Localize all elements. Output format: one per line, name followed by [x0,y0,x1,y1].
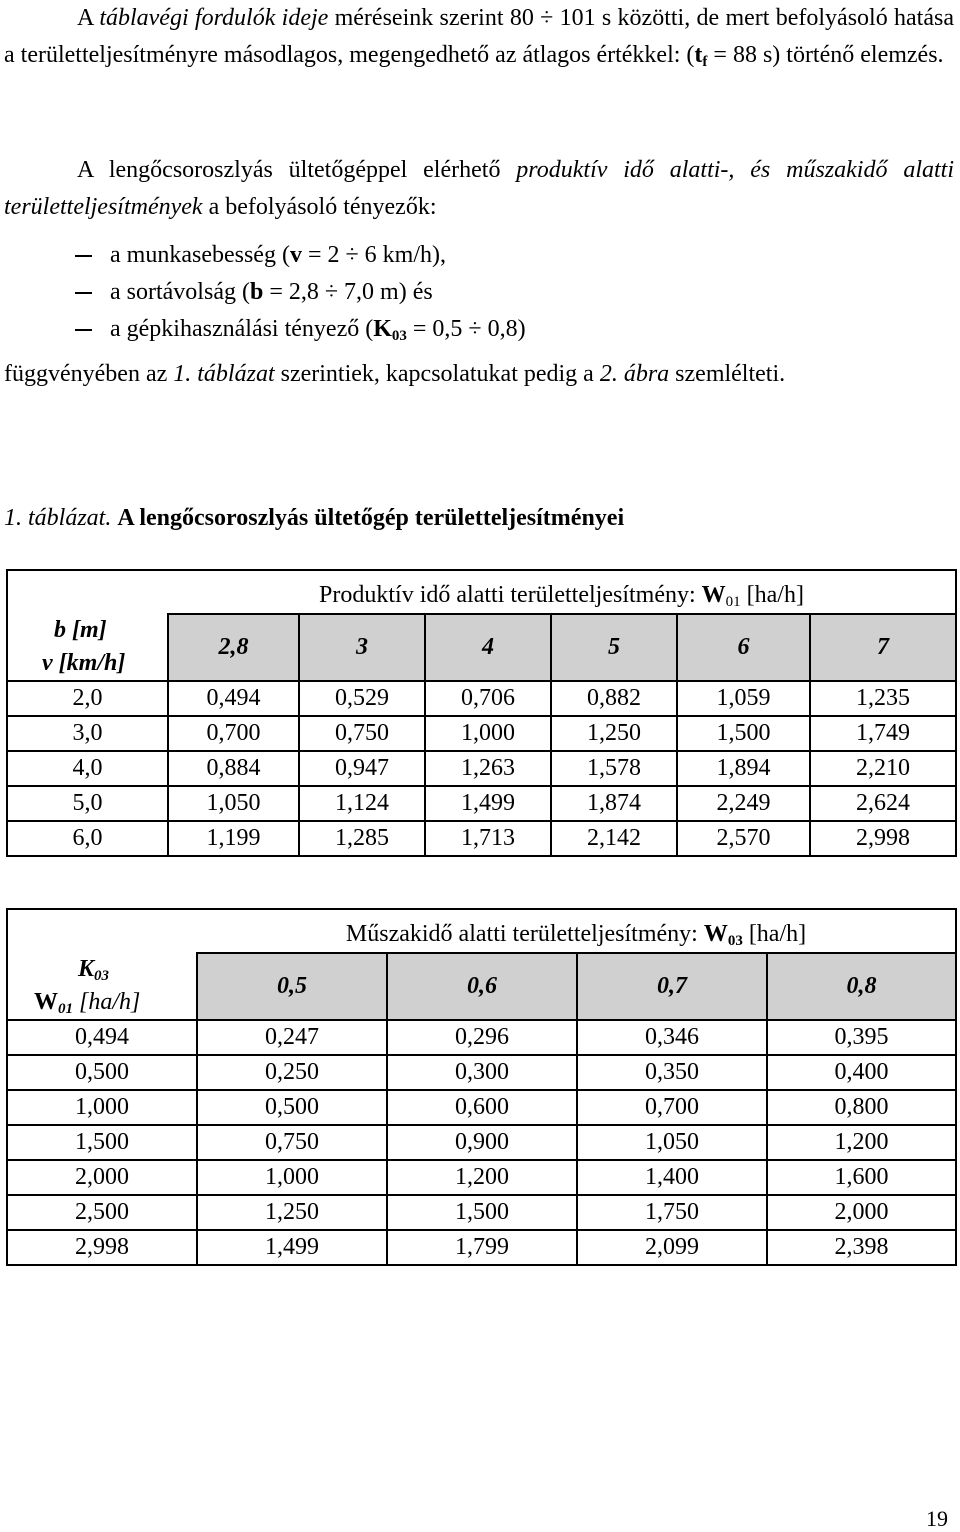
table-row [7,1195,956,1230]
table-cell: 1,263 [425,751,551,786]
para3-text-c: szemlélteti. [669,361,786,387]
table-row [7,751,956,786]
intro-term: táblavégi fordulók ideje [99,5,329,31]
para2-text-b: a befolyásoló tényezők: [202,194,437,220]
table-cell: 0,529 [299,681,425,716]
row-header-cell: 6,0 [7,821,168,856]
bullet-variable: b [249,279,264,305]
table-cell: 1,200 [767,1125,956,1160]
column-header: 0,8 [767,953,956,1020]
table-cell: 2,000 [767,1195,956,1230]
table-cell: 1,749 [810,716,956,751]
table-cell: 0,350 [577,1055,767,1090]
para2-text-a: A lengőcsoroszlyás ültetőgéppel elérhető [77,157,517,183]
column-header: 3 [299,614,425,681]
table-cell: 1,750 [577,1195,767,1230]
table-caption [4,500,624,537]
table-cell: 0,500 [197,1090,387,1125]
table-cell: 1,250 [551,716,677,751]
table-cell: 2,249 [677,786,810,821]
factors-paragraph [4,152,954,226]
table-title [197,909,956,953]
reference-paragraph [4,356,954,393]
table-cell: 0,400 [767,1055,956,1090]
label-variable: W [34,989,58,1015]
table-cell: 0,395 [767,1020,956,1055]
intro-text-a: A [77,5,100,31]
row-header-cell: 1,000 [7,1090,197,1125]
row-label-v: v [km/h] [7,647,168,681]
column-header: 5 [551,614,677,681]
table-row [7,1230,956,1265]
column-header: 4 [425,614,551,681]
title-unit: [ha/h] [740,581,804,608]
table-cell: 2,398 [767,1230,956,1265]
table-cell: 1,600 [767,1160,956,1195]
table-cell: 0,947 [299,751,425,786]
table-cell: 2,142 [551,821,677,856]
column-header: 0,5 [197,953,387,1020]
table-cell: 1,124 [299,786,425,821]
table-cell: 2,210 [810,751,956,786]
row-header-cell: 2,000 [7,1160,197,1195]
table-cell: 1,285 [299,821,425,856]
table-cell: 1,713 [425,821,551,856]
table-cell: 0,884 [168,751,299,786]
title-text: Műszakidő alatti területteljesítmény: [345,920,704,947]
table-cell: 0,700 [577,1090,767,1125]
dash-bullet-icon [75,255,92,257]
figure-reference: 2. ábra [599,361,670,387]
table-cell: 1,499 [425,786,551,821]
table-cell: 1,894 [677,751,810,786]
row-label-w [7,986,197,1020]
title-variable: W [701,581,726,608]
column-header: 2,8 [168,614,299,681]
table-cell: 0,900 [387,1125,577,1160]
column-header: 0,6 [387,953,577,1020]
title-unit: [ha/h] [742,920,807,947]
table-row [7,1055,956,1090]
table-cell: 1,000 [197,1160,387,1195]
bullet-range: = 0,5 ÷ 0,8) [406,316,526,342]
row-header-cell: 4,0 [7,751,168,786]
table-row [7,786,956,821]
intro-paragraph [4,0,954,74]
dash-bullet-icon [75,329,92,331]
intro-text-c: = 88 s) történő elemzés. [707,42,944,68]
table-row [7,1090,956,1125]
column-header: 7 [810,614,956,681]
row-header-cell: 2,500 [7,1195,197,1230]
table-row [7,1125,956,1160]
label-subscript: 03 [94,968,110,984]
label-unit: [ha/h] [73,989,141,1015]
table-reference: 1. táblázat [173,361,275,387]
table-row [7,716,956,751]
table-cell: 1,499 [197,1230,387,1265]
table-row [7,1020,956,1055]
row-label-b: b [m] [7,614,168,647]
table-cell: 1,250 [197,1195,387,1230]
title-variable: W [703,920,728,947]
table-cell: 1,235 [810,681,956,716]
table-cell: 0,882 [551,681,677,716]
table-row [7,681,956,716]
table-cell: 1,874 [551,786,677,821]
table-cell: 0,600 [387,1090,577,1125]
table-cell: 0,296 [387,1020,577,1055]
bullet-variable: K [373,316,392,342]
title-text: Produktív idő alatti területteljesítmény: [319,581,702,608]
para3-text-a: függvényében az [4,361,174,387]
list-item [0,274,526,311]
table-cell: 1,799 [387,1230,577,1265]
table-cell: 1,500 [387,1195,577,1230]
table-corner [7,909,197,953]
row-header-cell: 0,500 [7,1055,197,1090]
table-corner [7,570,168,614]
table-cell: 0,800 [767,1090,956,1125]
table-cell: 0,346 [577,1020,767,1055]
table-cell: 1,400 [577,1160,767,1195]
table-cell: 0,750 [197,1125,387,1160]
productive-performance-table [6,569,957,857]
table-cell: 1,578 [551,751,677,786]
para2-term: produktív idő alatti-, és műszakidő alatti területteljesítmények [4,157,954,220]
table-cell: 0,300 [387,1055,577,1090]
table-cell: 0,250 [197,1055,387,1090]
title-subscript: 03 [727,932,743,949]
bullet-text: a munkasebesség ( [110,242,290,268]
table-cell: 0,494 [168,681,299,716]
tf-subscript: f [702,54,708,70]
row-header-cell: 2,998 [7,1230,197,1265]
caption-number: 1. táblázat. [4,505,112,531]
intro-text-b: méréseink szerint 80 ÷ 101 s közötti, de mert befolyásoló hatása a területteljesítményre másodlagos, megengedhető az átlagos értékkel: ( [4,5,954,68]
table-row [7,1160,956,1195]
bullet-subscript: 03 [391,328,407,344]
table-cell: 2,624 [810,786,956,821]
list-item [0,311,526,348]
row-label-k [7,953,197,986]
table-row [7,821,956,856]
row-header-cell: 1,500 [7,1125,197,1160]
page-number: 19 [926,1506,948,1531]
shift-performance-table [6,908,957,1266]
table-cell: 0,750 [299,716,425,751]
table-cell: 0,247 [197,1020,387,1055]
table-cell: 1,050 [577,1125,767,1160]
bullet-text: a sortávolság ( [110,279,250,305]
table-cell: 1,050 [168,786,299,821]
title-subscript: 01 [725,593,741,610]
row-header-cell: 5,0 [7,786,168,821]
row-header-cell: 2,0 [7,681,168,716]
dash-bullet-icon [75,292,92,294]
table-cell: 1,200 [387,1160,577,1195]
list-item [0,237,526,274]
table-cell: 1,500 [677,716,810,751]
bullet-range: = 2,8 ÷ 7,0 m) és [263,279,433,305]
table-cell: 0,706 [425,681,551,716]
factor-list [0,237,526,348]
tf-variable: t [694,42,703,68]
table-cell: 1,059 [677,681,810,716]
table-cell: 1,000 [425,716,551,751]
column-header: 0,7 [577,953,767,1020]
bullet-variable: v [289,242,302,268]
label-subscript: 01 [58,1001,73,1017]
table-cell: 0,700 [168,716,299,751]
para3-text-b: szerintiek, kapcsolatukat pedig a [274,361,600,387]
table-cell: 2,099 [577,1230,767,1265]
table-cell: 1,199 [168,821,299,856]
label-variable: K [78,956,95,982]
row-header-cell: 3,0 [7,716,168,751]
caption-title: A lengőcsoroszlyás ültetőgép területteljesítményei [117,505,625,531]
table-title [168,570,956,614]
row-header-cell: 0,494 [7,1020,197,1055]
bullet-range: = 2 ÷ 6 km/h), [301,242,446,268]
column-header: 6 [677,614,810,681]
table-cell: 2,570 [677,821,810,856]
bullet-text: a gépkihasználási tényező ( [110,316,374,342]
table-cell: 2,998 [810,821,956,856]
